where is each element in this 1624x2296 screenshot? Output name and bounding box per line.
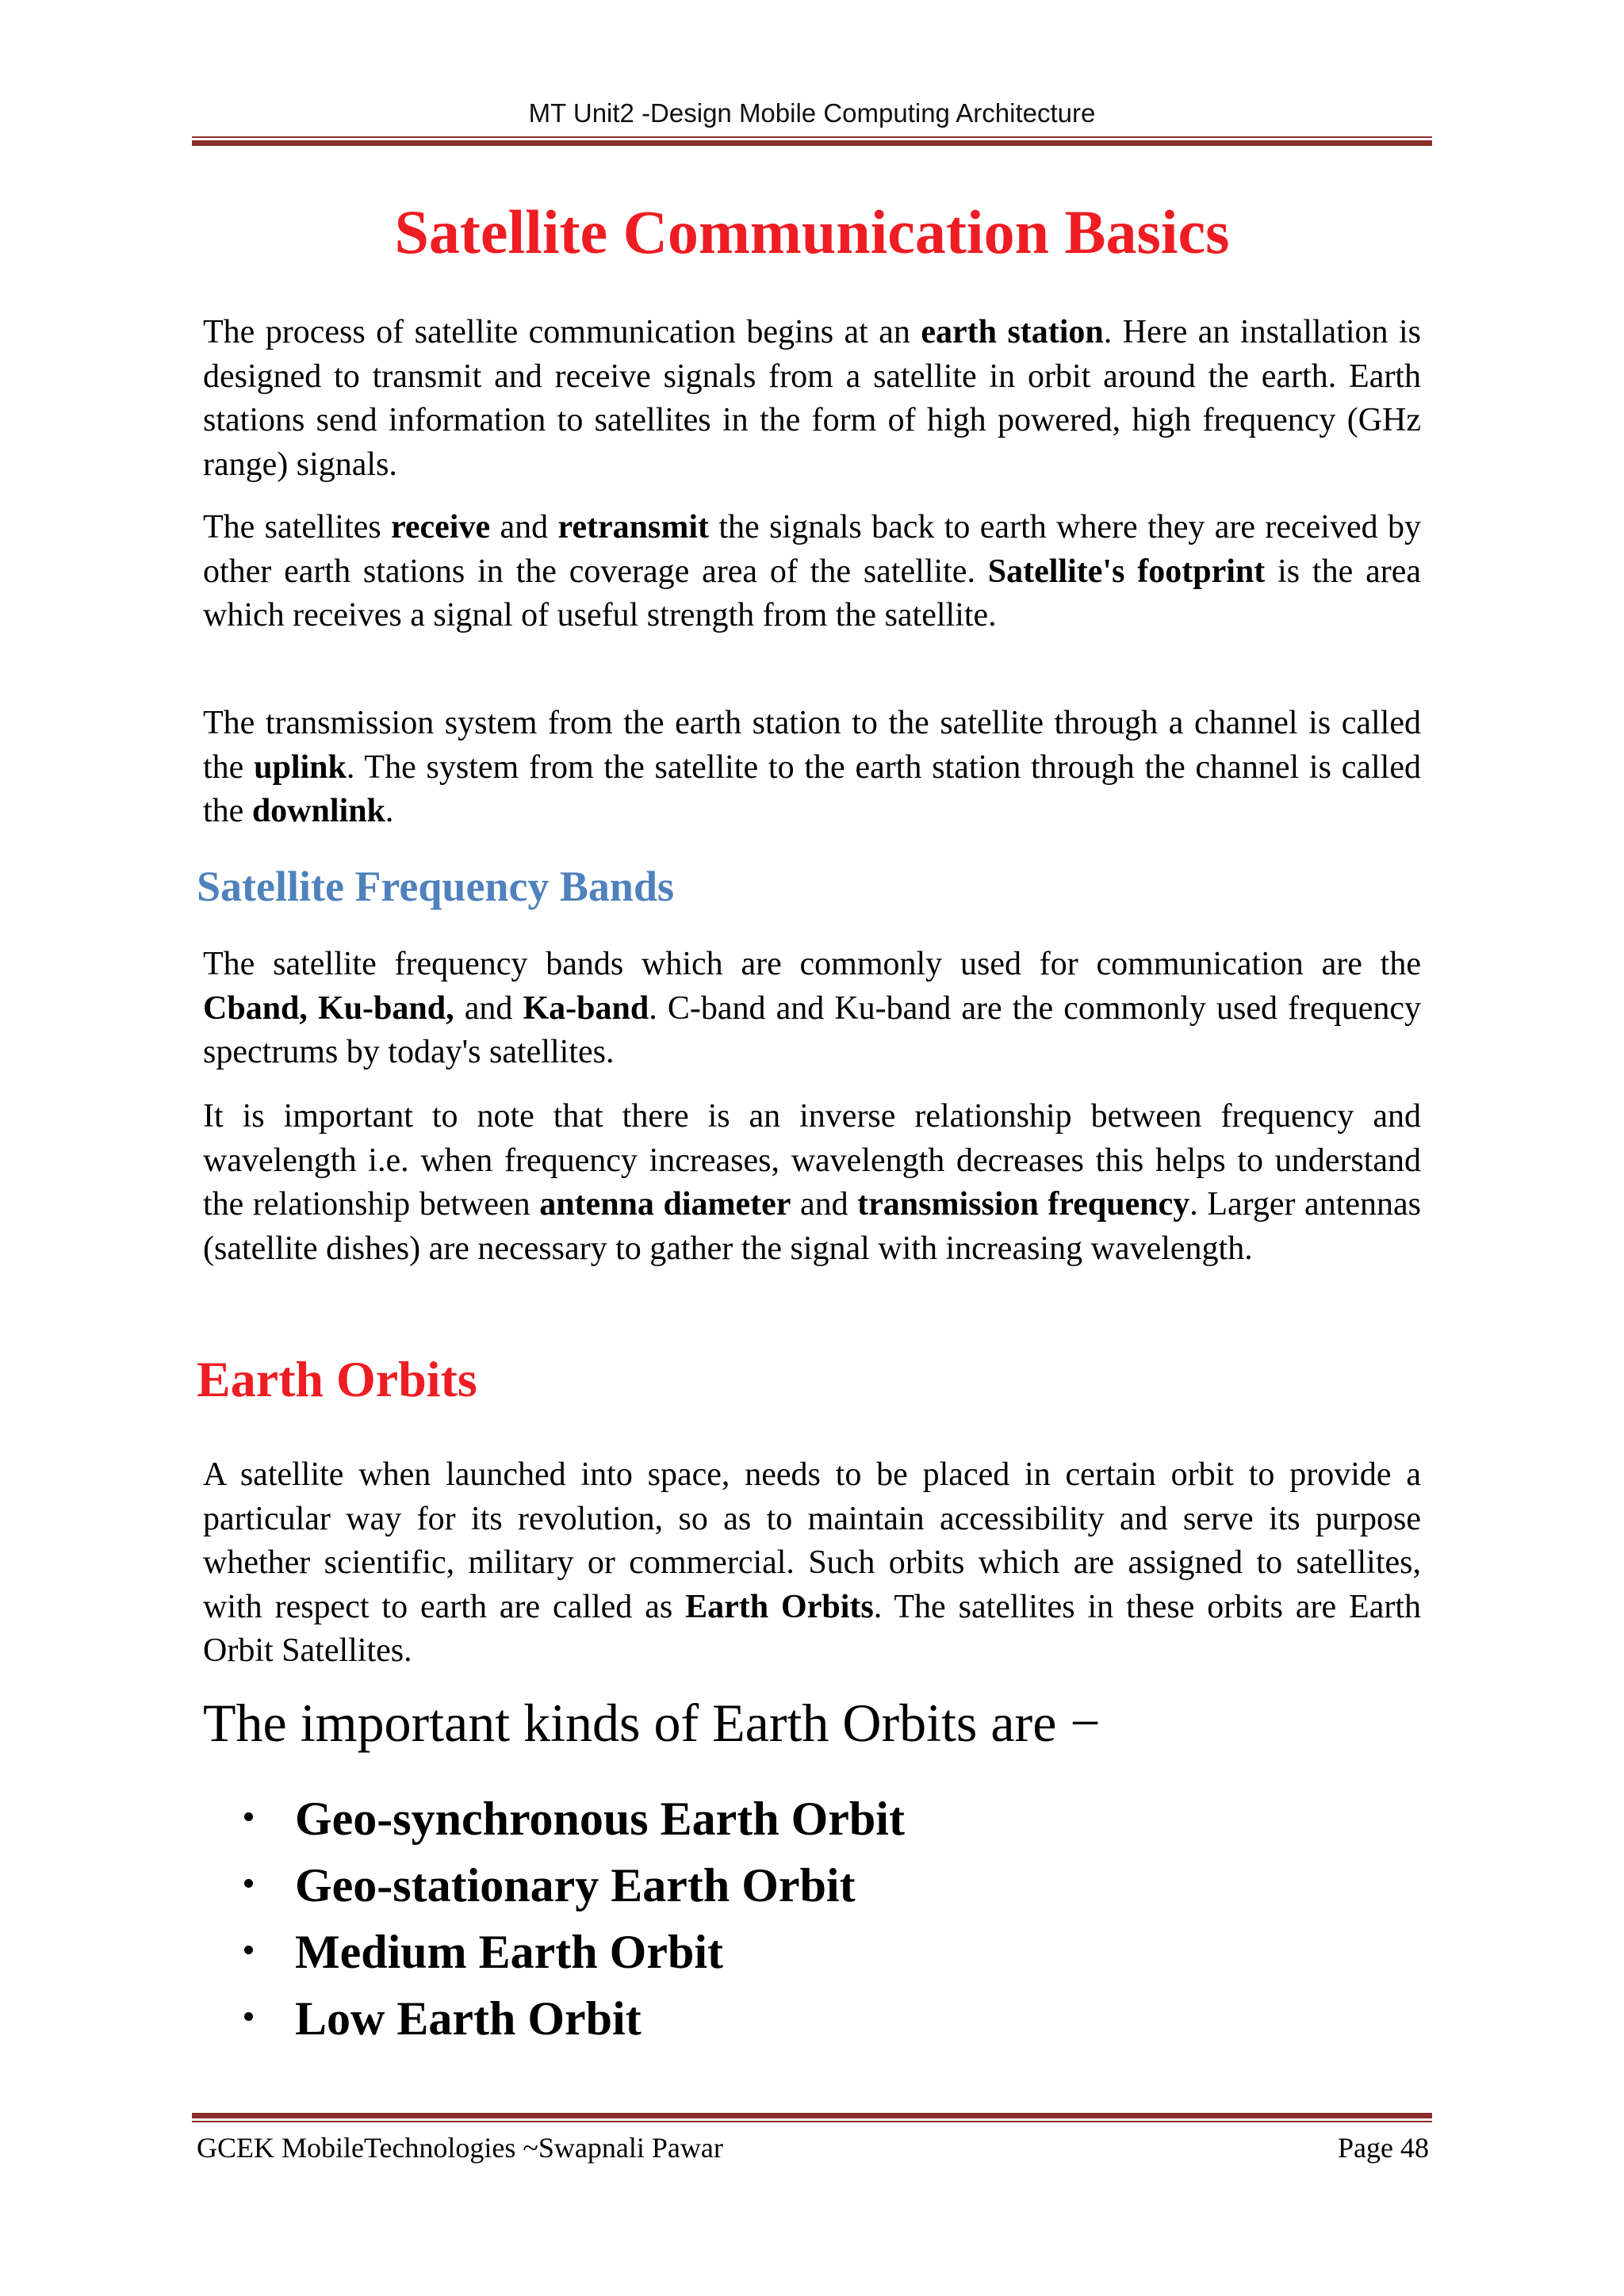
bold-term: transmission frequency	[857, 1186, 1190, 1223]
bold-term: Earth Orbits	[685, 1588, 874, 1625]
footer-author: GCEK MobileTechnologies ~Swapnali Pawar	[197, 2132, 723, 2164]
bold-term: Satellite's footprint	[987, 553, 1266, 590]
bullet-icon	[244, 1879, 253, 1888]
bold-term: Cband, Ku-band,	[203, 989, 454, 1027]
list-item	[0, 1925, 1110, 1992]
text-run: . Here an installation is designed to transmit and receive signals from a satellite in orbit around the earth. Earth stations send information to satellites in the form of high powered, high frequency (GHz range) signals.	[203, 314, 1422, 483]
text-run: A satellite when launched into space, needs to be placed in certain orbit to provide a particular way for its revolution, so as to maintain accessibility and serve its purpose whether scientific, military or commercial. Such orbits which are assigned to satellites, with respect to earth are called as	[203, 1456, 1421, 1625]
section-heading-earth-orbits: Earth Orbits	[197, 1351, 477, 1407]
text-run: The satellites	[203, 509, 391, 545]
text-run: . The system from the satellite to the earth station through the channel is called the	[203, 748, 1421, 829]
orbit-kind-label: Geo-synchronous Earth Orbit	[295, 1793, 905, 1845]
frequency-paragraph-1	[203, 943, 1421, 1075]
bold-term: antenna diameter	[539, 1186, 791, 1223]
page-title: Satellite Communication Basics	[394, 197, 1230, 266]
orbit-kinds-heading: The important kinds of Earth Orbits are −	[203, 1693, 1101, 1753]
bullet-icon	[244, 1812, 253, 1821]
intro-paragraph-3	[203, 702, 1421, 834]
bold-term: receive	[391, 509, 491, 545]
list-item	[0, 1792, 1110, 1858]
frequency-paragraph-2	[203, 1095, 1421, 1271]
header-rule-thin	[192, 136, 1432, 138]
text-run: . The satellites in these orbits are Earth Orbit Satellites.	[203, 1588, 1421, 1669]
text-run: It is important to note that there is an inverse relationship between frequency and wavelength i.e. when frequency increases, wavelength decreases this helps to understand the relationship between	[203, 1098, 1421, 1223]
text-run: The satellite frequency bands which are commonly used for communication are the	[203, 946, 1421, 982]
list-item	[0, 1858, 1110, 1925]
running-header: MT Unit2 -Design Mobile Computing Architecture	[528, 98, 1096, 128]
bullet-icon	[244, 2012, 253, 2021]
orbit-kind-label: Medium Earth Orbit	[295, 1926, 723, 1978]
earth-orbits-paragraph	[203, 1453, 1421, 1674]
footer-rule-thick	[192, 2113, 1432, 2118]
bullet-icon	[244, 1946, 253, 1954]
text-run: is the area which receives a signal of useful strength from the satellite.	[203, 553, 1421, 633]
text-run: The process of satellite communication begins at an	[203, 314, 921, 350]
text-run: The transmission system from the earth station to the satellite through a channel is called the	[203, 705, 1421, 786]
orbit-kind-label: Low Earth Orbit	[295, 1992, 642, 2045]
text-run: . C-band and Ku-band are the commonly used frequency spectrums by today's satellites.	[203, 989, 1421, 1070]
bold-term: uplink	[254, 748, 347, 786]
text-run: and	[791, 1186, 858, 1223]
section-heading-frequency-bands: Satellite Frequency Bands	[197, 863, 675, 910]
text-run: .	[385, 793, 394, 829]
bold-term: earth station	[921, 314, 1104, 350]
text-run: the signals back to earth where they are received by other earth stations in the coverage area of the satellite.	[203, 509, 1421, 590]
bold-term: downlink	[251, 793, 385, 829]
intro-paragraph-1	[203, 311, 1421, 487]
list-item	[0, 1992, 1110, 2058]
orbit-kind-label: Geo-stationary Earth Orbit	[295, 1859, 856, 1911]
header-rule-thick	[192, 140, 1432, 146]
page-number: Page 48	[1338, 2132, 1429, 2164]
footer-rule-thin	[192, 2121, 1432, 2122]
bold-term: Ka-band	[523, 989, 649, 1027]
text-run: and	[454, 989, 523, 1027]
text-run: and	[490, 509, 558, 545]
intro-paragraph-2	[203, 506, 1421, 638]
text-run: . Larger antennas (satellite dishes) are necessary to gather the signal with increasing wavelength.	[203, 1186, 1421, 1267]
bold-term: retransmit	[557, 509, 710, 545]
